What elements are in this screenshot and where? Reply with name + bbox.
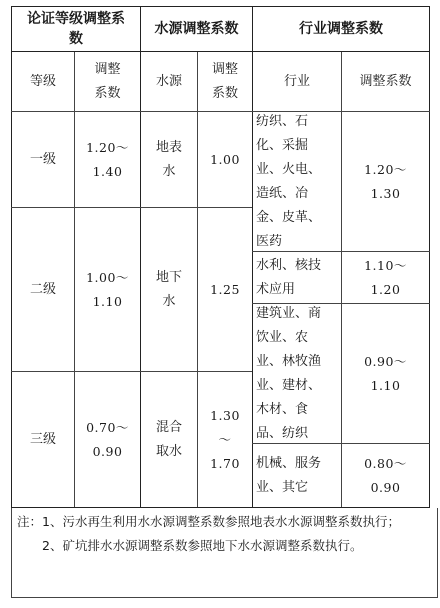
grade-level-3 [12,372,74,507]
column-header-grade-coef [75,52,140,111]
water-coef-ground [198,208,252,371]
industry-name-1-text: 纺织、石化、采掘业、火电、造纸、冶金、皮革、医药 [256,113,322,249]
water-source-surface-text: 地表水 [155,139,182,179]
industry-coef-3-text: 0.90～1.10 [364,353,407,393]
industry-name-2-text: 水利、核技术应用 [256,257,322,297]
water-source-mixed [141,372,197,507]
industry-coef-4 [342,444,429,507]
industry-name-1 [253,112,341,251]
grade-coef-1 [75,112,140,207]
group-header-industry [253,7,429,51]
table-border-right [429,6,430,508]
water-source-ground-text: 地下水 [155,269,182,309]
table-notes [11,508,438,598]
grade-coef-3-text: 0.70～0.90 [86,419,129,459]
column-header-grade-coef-text: 调整系数 [94,61,121,101]
column-header-grade [12,52,74,111]
industry-name-4 [253,444,341,507]
industry-name-4-text: 机械、服务业、其它 [256,455,322,495]
column-header-industry-coef [342,52,429,111]
industry-coef-1-text: 1.20～1.30 [364,161,407,201]
industry-coef-4-text: 0.80～0.90 [364,455,407,495]
water-coef-surface [198,112,252,207]
column-header-water [141,52,197,111]
industry-name-3-text: 建筑业、商饮业、农业、林牧渔业、建材、木材、食品、纺织 [256,305,322,441]
water-source-mixed-text: 混合取水 [155,419,182,459]
industry-coef-2 [342,252,429,303]
column-header-grade-text: 等级 [29,73,56,89]
water-source-surface [141,112,197,207]
water-source-ground [141,208,197,371]
water-coef-mixed [198,372,252,507]
industry-coef-2-text: 1.10～1.20 [364,257,407,297]
grade-level-3-text: 三级 [29,431,56,447]
grade-level-1 [12,112,74,207]
water-coef-mixed-text: 1.30～1.70 [210,407,240,471]
column-header-industry [253,52,341,111]
grade-coef-1-text: 1.20～1.40 [86,139,129,179]
group-header-industry-text: 行业调整系数 [299,21,383,37]
column-header-industry-coef-text: 调整系数 [359,73,412,89]
grade-level-1-text: 一级 [29,151,56,167]
grade-level-2-text: 二级 [29,281,56,297]
industry-name-3 [253,304,341,443]
note-1: 注：1、污水再生利用水水源调整系数参照地表水水源调整系数执行； [17,514,400,529]
industry-coef-1 [342,112,429,251]
water-coef-ground-text: 1.25 [210,281,240,297]
group-header-grade-text: 论证等级调整系数 [27,11,125,47]
group-header-water-text: 水源调整系数 [154,21,239,37]
group-header-grade [12,7,140,51]
grade-coef-3 [75,372,140,507]
note-2: 2、矿坑排水水源调整系数参照地下水水源调整系数执行。 [42,538,363,553]
grade-level-2 [12,208,74,371]
column-header-industry-text: 行业 [283,73,310,89]
coefficient-table-document [11,6,430,597]
column-header-water-text: 水源 [155,73,182,89]
column-header-water-coef-text: 调整系数 [211,61,238,101]
water-coef-surface-text: 1.00 [210,151,240,167]
grade-coef-2 [75,208,140,371]
column-header-water-coef [198,52,252,111]
industry-coef-3 [342,304,429,443]
grade-coef-2-text: 1.00～1.10 [86,269,129,309]
industry-name-2 [253,252,341,303]
group-header-water [141,7,252,51]
coefficient-table [11,6,430,508]
